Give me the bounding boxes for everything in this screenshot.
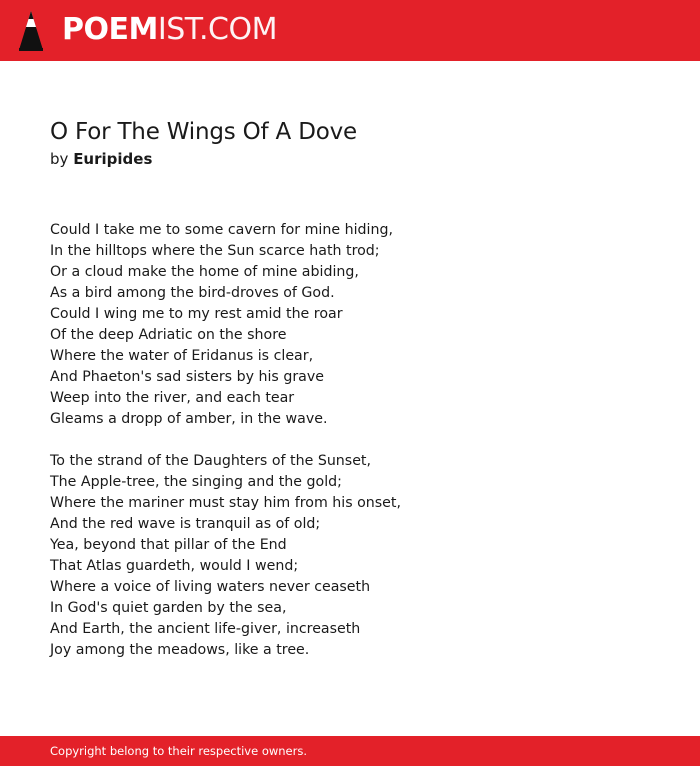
poem-line: Where the water of Eridanus is clear,	[50, 348, 314, 364]
site-footer	[0, 736, 700, 766]
poem-byline	[50, 148, 650, 170]
poem-line: In God's quiet garden by the sea,	[50, 600, 287, 616]
poem-line: As a bird among the bird-droves of God.	[50, 285, 335, 301]
by-label: by	[50, 150, 69, 168]
poem-body	[50, 220, 650, 661]
poem-title: O For The Wings Of A Dove	[50, 119, 357, 145]
poem-line: Joy among the meadows, like a tree.	[50, 642, 310, 658]
pencil-tip-icon[interactable]	[18, 10, 44, 52]
poem-line: Could I wing me to my rest amid the roar	[50, 306, 343, 322]
poem-line: Where the mariner must stay him from his onset,	[50, 495, 401, 511]
poem-line: The Apple-tree, the singing and the gold;	[50, 474, 342, 490]
poem-line: Could I take me to some cavern for mine hiding,	[50, 222, 393, 238]
poem-line: To the strand of the Daughters of the Sunset,	[50, 453, 371, 469]
brand-bold-text: POEM	[62, 12, 158, 47]
poem-author[interactable]: Euripides	[73, 150, 153, 168]
poem-line: Of the deep Adriatic on the shore	[50, 327, 287, 343]
brand-light-text: IST.COM	[157, 12, 277, 47]
poem-line: Gleams a dropp of amber, in the wave.	[50, 411, 328, 427]
poem-line: And the red wave is tranquil as of old;	[50, 516, 321, 532]
site-header	[0, 0, 700, 61]
site-logo[interactable]	[62, 12, 277, 48]
stanza	[50, 451, 650, 661]
poem-line: Where a voice of living waters never ceaseth	[50, 579, 371, 595]
poem-line: Weep into the river, and each tear	[50, 390, 295, 406]
poem-line: And Phaeton's sad sisters by his grave	[50, 369, 324, 385]
poem-line: That Atlas guardeth, would I wend;	[50, 558, 299, 574]
poem-content	[50, 116, 650, 682]
stanza	[50, 220, 650, 430]
poem-line: Yea, beyond that pillar of the End	[50, 537, 287, 553]
poem-line: In the hilltops where the Sun scarce hath trod;	[50, 243, 380, 259]
copyright-notice: Copyright belong to their respective owners.	[50, 744, 308, 758]
poem-line: Or a cloud make the home of mine abiding,	[50, 264, 359, 280]
poem-line: And Earth, the ancient life-giver, increaseth	[50, 621, 361, 637]
